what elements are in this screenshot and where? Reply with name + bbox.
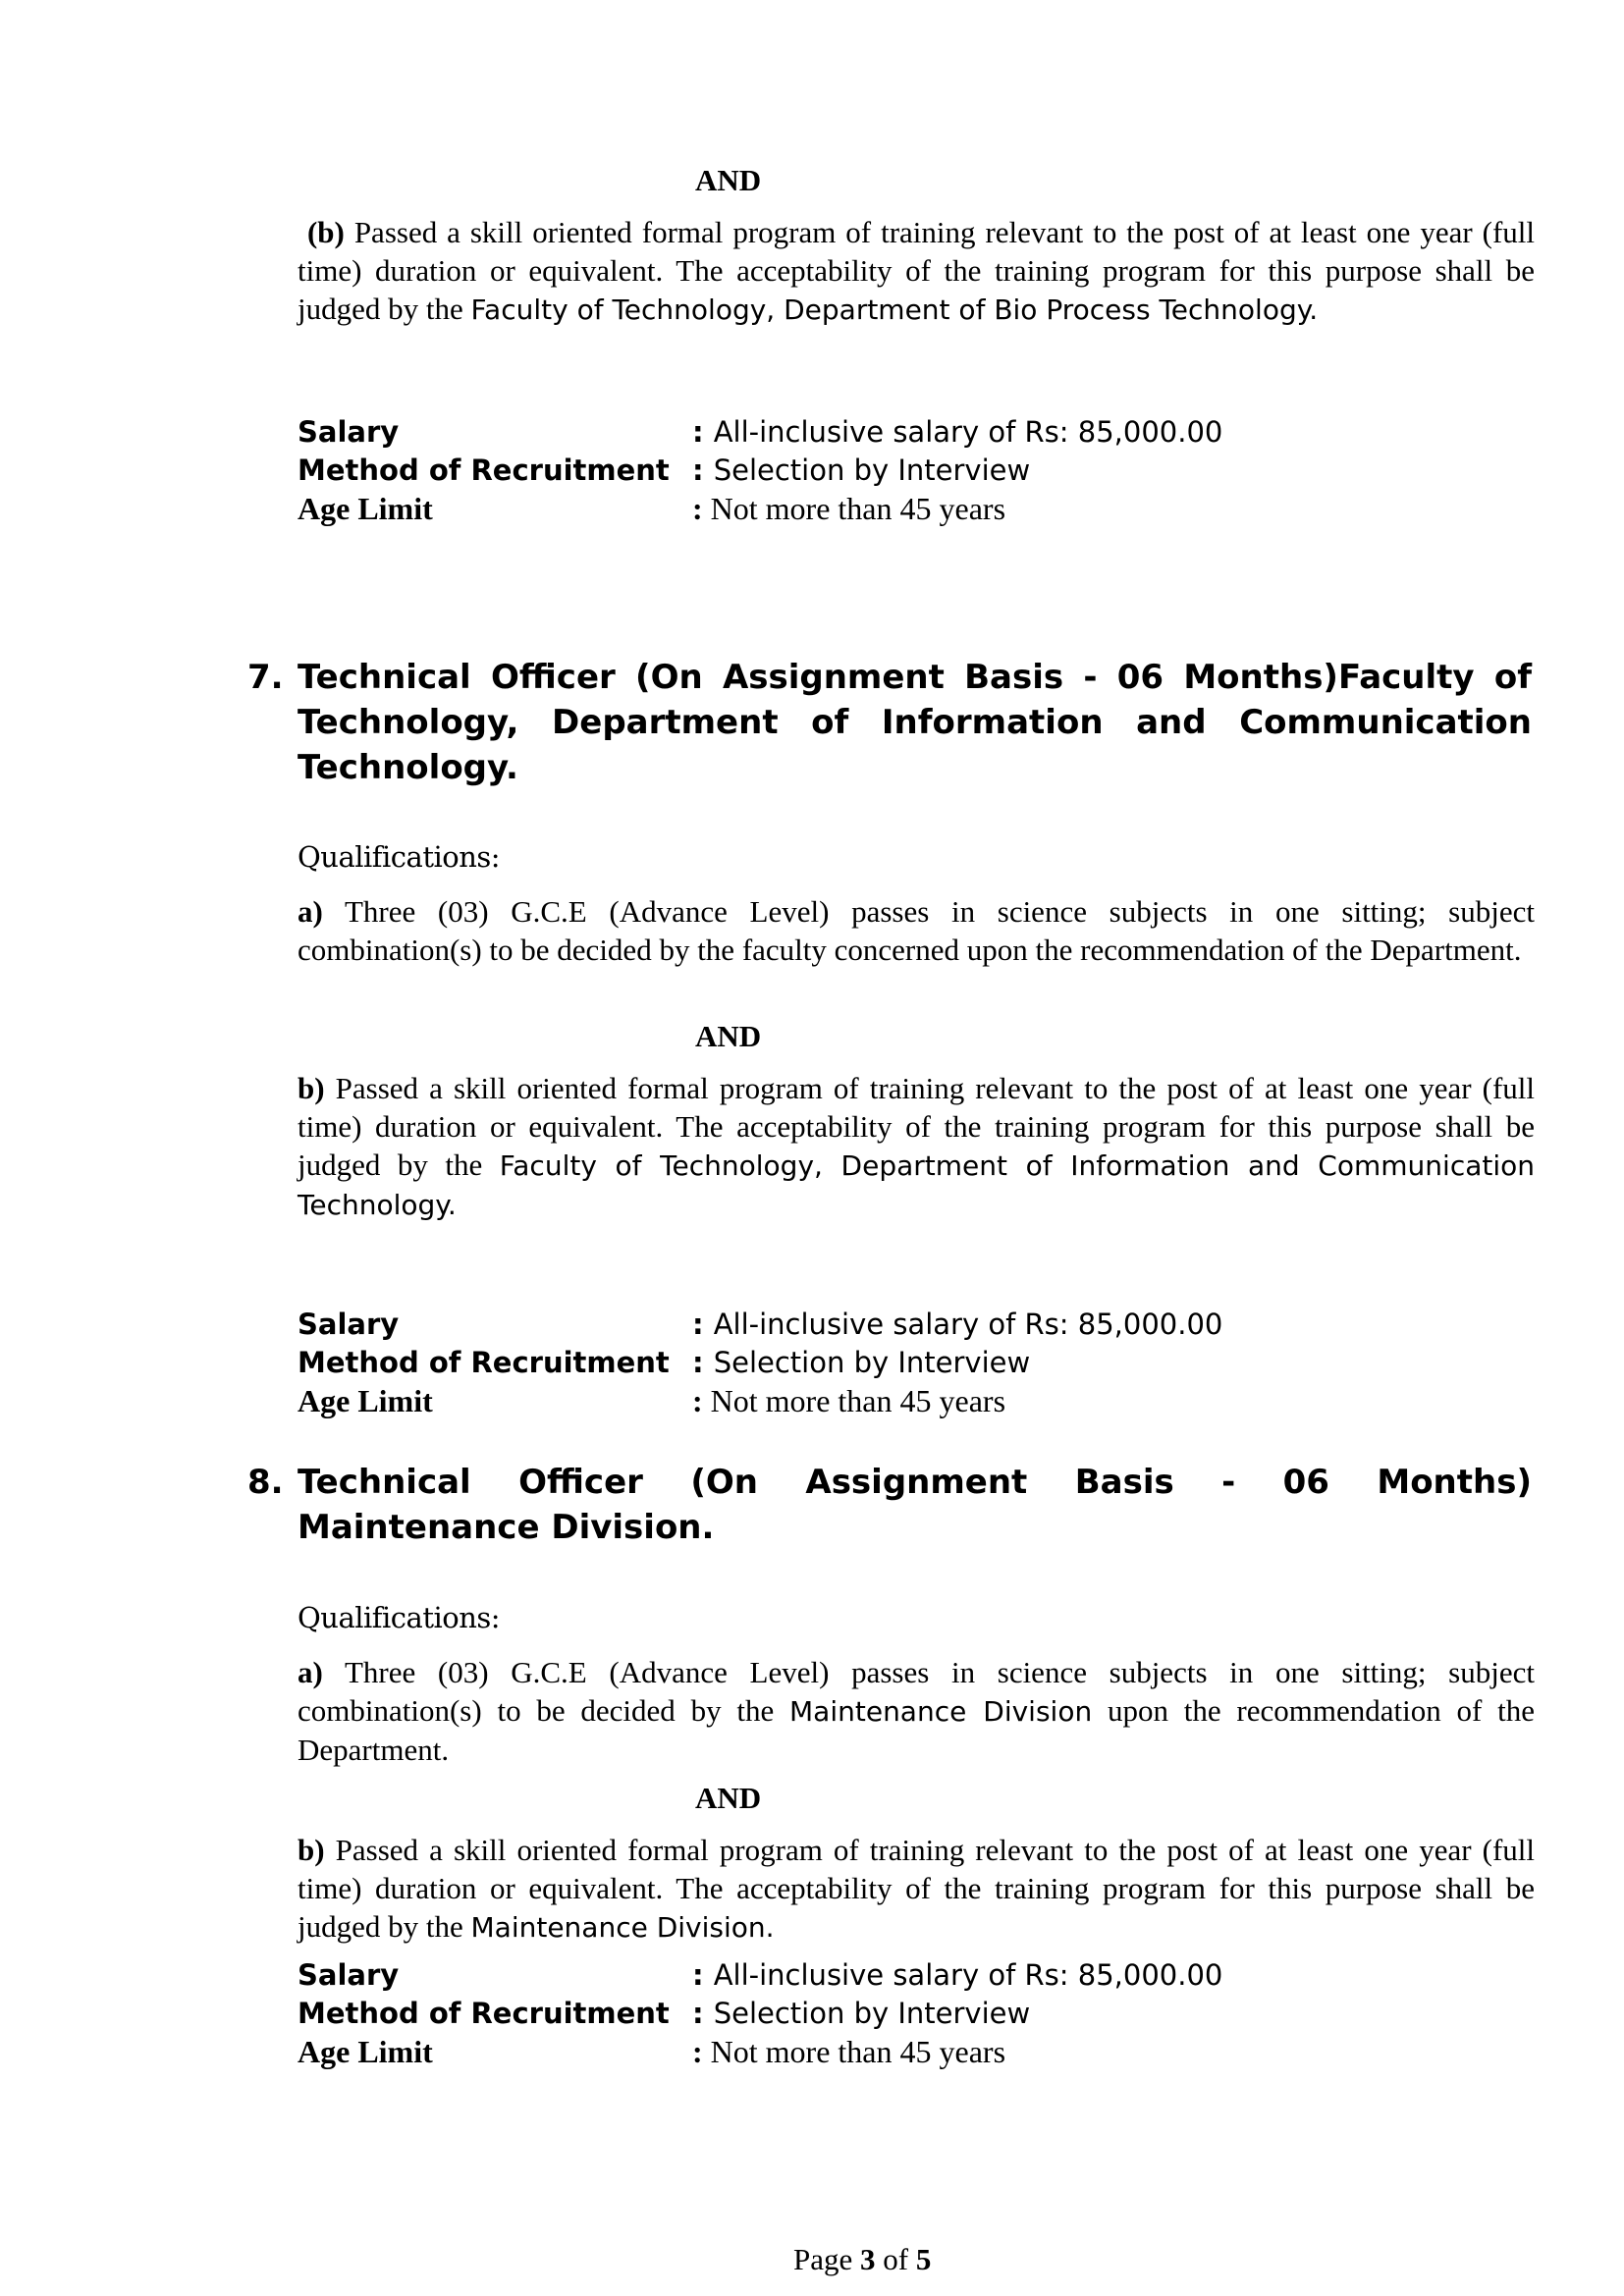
qualification-text-authority: Maintenance Division bbox=[789, 1695, 1093, 1728]
section-7-title: Technical Officer (On Assignment Basis - 06 Months)Faculty of Technology, Department of Information and Communication Technology. bbox=[298, 658, 1532, 787]
age-value: : Not more than 45 years bbox=[692, 1383, 1006, 1418]
current-page: 3 bbox=[860, 2242, 876, 2276]
method-label: Method of Recruitment bbox=[298, 454, 670, 487]
age-label: Age Limit bbox=[298, 2034, 433, 2069]
salary-label: Salary bbox=[298, 415, 400, 449]
salary-value: : All-inclusive salary of Rs: 85,000.00 bbox=[692, 415, 1223, 449]
method-value: : Selection by Interview bbox=[692, 1346, 1031, 1379]
qualification-text: Passed a skill oriented formal program of training relevant to the post of at least one year (full time) duration or equivalent. The acceptability of the training program for this purpose shall be judged by the bbox=[298, 215, 1536, 326]
qualifications-heading: Qualifications: bbox=[298, 840, 501, 874]
and-connector: AND bbox=[695, 1019, 762, 1053]
age-label: Age Limit bbox=[298, 1383, 433, 1418]
qualification-text-authority: Faculty of Technology, Department of Information and Communication Technology. bbox=[298, 1149, 1535, 1221]
method-value: : Selection by Interview bbox=[692, 1997, 1031, 2030]
and-connector: AND bbox=[695, 1781, 762, 1815]
salary-value: : All-inclusive salary of Rs: 85,000.00 bbox=[692, 1958, 1223, 1992]
section-8-number: 8. bbox=[247, 1463, 284, 1502]
section-8-title: Technical Officer (On Assignment Basis - 06 Months) Maintenance Division. bbox=[298, 1463, 1532, 1547]
qualification-text: upon the recommendation of the Department. bbox=[298, 1693, 1535, 1767]
salary-value: : All-inclusive salary of Rs: 85,000.00 bbox=[692, 1308, 1223, 1341]
age-value: : Not more than 45 years bbox=[692, 2034, 1006, 2069]
total-pages: 5 bbox=[915, 2242, 932, 2276]
method-label: Method of Recruitment bbox=[298, 1997, 670, 2030]
and-connector: AND bbox=[695, 163, 762, 197]
item-marker: b) bbox=[298, 1833, 325, 1867]
qualification-text: Three (03) G.C.E (Advance Level) passes in science subjects in one sitting; subject combination(s) to be decided by the bbox=[298, 1655, 1535, 1728]
qualification-text: Passed a skill oriented formal program of training relevant to the post of at least one year (full time) duration or equivalent. The acceptability of the training program for this purpose shall be judged by the bbox=[298, 1833, 1535, 1944]
qualification-a-paragraph bbox=[298, 1653, 1535, 1769]
qualification-text-authority: Faculty of Technology, Department of Bio Process Technology. bbox=[470, 294, 1319, 326]
page-number: Page 3 of 5 bbox=[793, 2242, 932, 2276]
method-value: : Selection by Interview bbox=[692, 454, 1031, 487]
qualification-text: Three (03) G.C.E (Advance Level) passes in science subjects in one sitting; subject combination(s) to be decided by the faculty concerned upon the recommendation of the Department. bbox=[298, 894, 1535, 967]
qualifications-heading: Qualifications: bbox=[298, 1601, 501, 1634]
item-marker: b) bbox=[298, 1071, 325, 1105]
qualification-text-authority: Maintenance Division. bbox=[470, 1911, 775, 1944]
salary-label: Salary bbox=[298, 1308, 400, 1341]
method-label: Method of Recruitment bbox=[298, 1346, 670, 1379]
qualification-b-paragraph bbox=[298, 1831, 1535, 1947]
qualification-a-paragraph bbox=[298, 892, 1535, 969]
qualification-b-paragraph bbox=[298, 1069, 1535, 1224]
qualification-b-paragraph bbox=[298, 213, 1535, 329]
age-label: Age Limit bbox=[298, 491, 433, 526]
qualification-text: Passed a skill oriented formal program of training relevant to the post of at least one year (full time) duration or equivalent. The acceptability of the training program for this purpose shall be judged by the bbox=[298, 1071, 1535, 1182]
section-7-number: 7. bbox=[247, 658, 284, 697]
item-marker: (b) bbox=[306, 215, 345, 249]
item-marker: a) bbox=[298, 894, 323, 929]
item-marker: a) bbox=[298, 1655, 323, 1689]
salary-label: Salary bbox=[298, 1958, 400, 1992]
age-value: : Not more than 45 years bbox=[692, 491, 1006, 526]
